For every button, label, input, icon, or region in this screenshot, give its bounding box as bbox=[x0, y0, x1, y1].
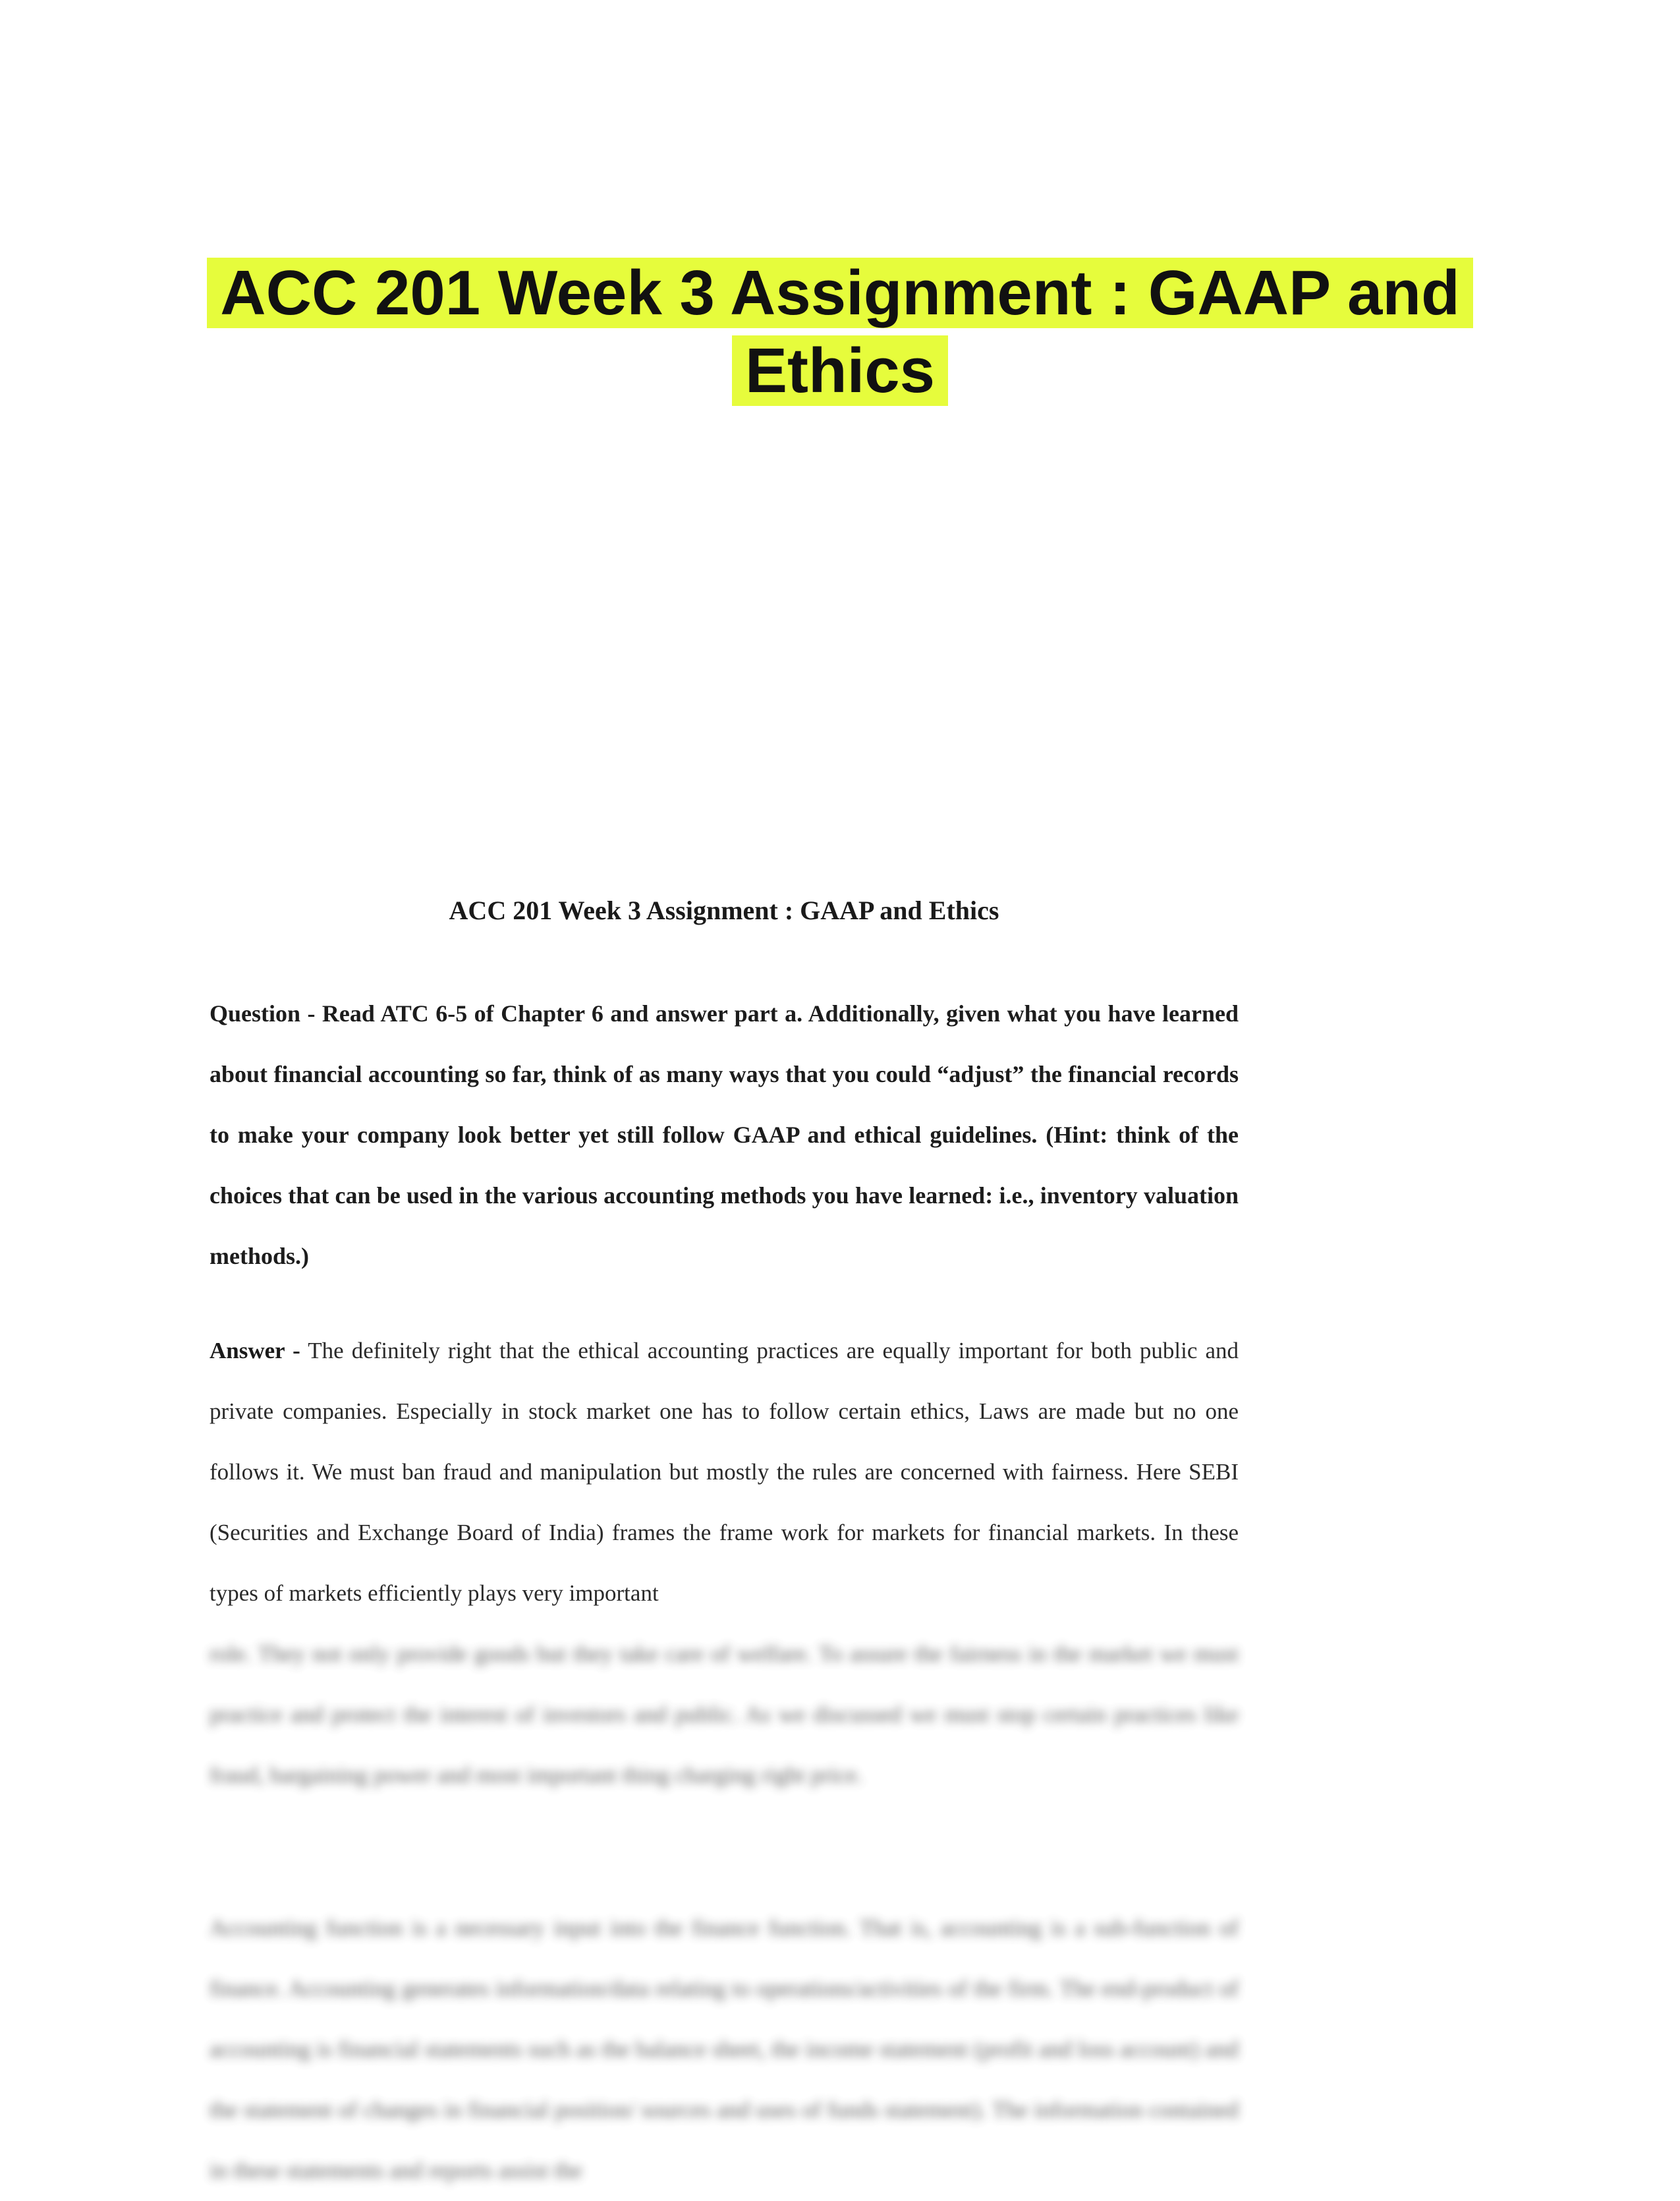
question-paragraph: Question - Read ATC 6-5 of Chapter 6 and answer part a. Additionally, given what you have learned about financial accounting so far, think of as many ways that you could “adjust” the financial records to make your company look better yet still follow GAAP and ethical guidelines. (Hint: think of the choices that can be used in the various accounting methods you have learned: i.e., inventory valuation methods.) bbox=[210, 1000, 1239, 1269]
highlighted-title bbox=[0, 254, 1680, 410]
highlighted-title-line-1: ACC 201 Week 3 Assignment : GAAP and bbox=[207, 258, 1472, 328]
document-title: ACC 201 Week 3 Assignment : GAAP and Ethics bbox=[449, 896, 999, 925]
highlighted-title-line-2: Ethics bbox=[732, 335, 948, 406]
answer-text: The definitely right that the ethical accounting practices are equally important for both public and private companies. Especially in stock market one has to follow certain ethics, Laws are made but no one follows it. We must ban fraud and manipulation but mostly the rules are concerned with fairness. Here SEBI (Securities and Exchange Board of India) frames the frame work for markets for financial markets. In these types of markets efficiently plays very important bbox=[210, 1338, 1239, 1606]
blurred-paragraph-1: role. They not only provide goods but they take care of welfare. To assure the fairness in the market we must practice and protect the interest of investors and public. As we discussed we must stop certain practices like fraud, bargaining power and most important thing charging right price. bbox=[210, 1641, 1239, 1788]
blurred-paragraph-2: Accounting function is a necessary input into the finance function. That is, accounting is a sub-function of finance. Accounting generates information/data relating to operations/activities of the firm. The end-product of accounting is financial statements such as the balance sheet, the income statement (profit and loss account) and the statement of changes in financial position/ sources and uses of funds statement). The information contained in these statements and reports assist the bbox=[210, 1915, 1239, 2183]
answer-lead: Answer - bbox=[210, 1338, 300, 1363]
answer-paragraph bbox=[210, 1321, 1239, 1624]
